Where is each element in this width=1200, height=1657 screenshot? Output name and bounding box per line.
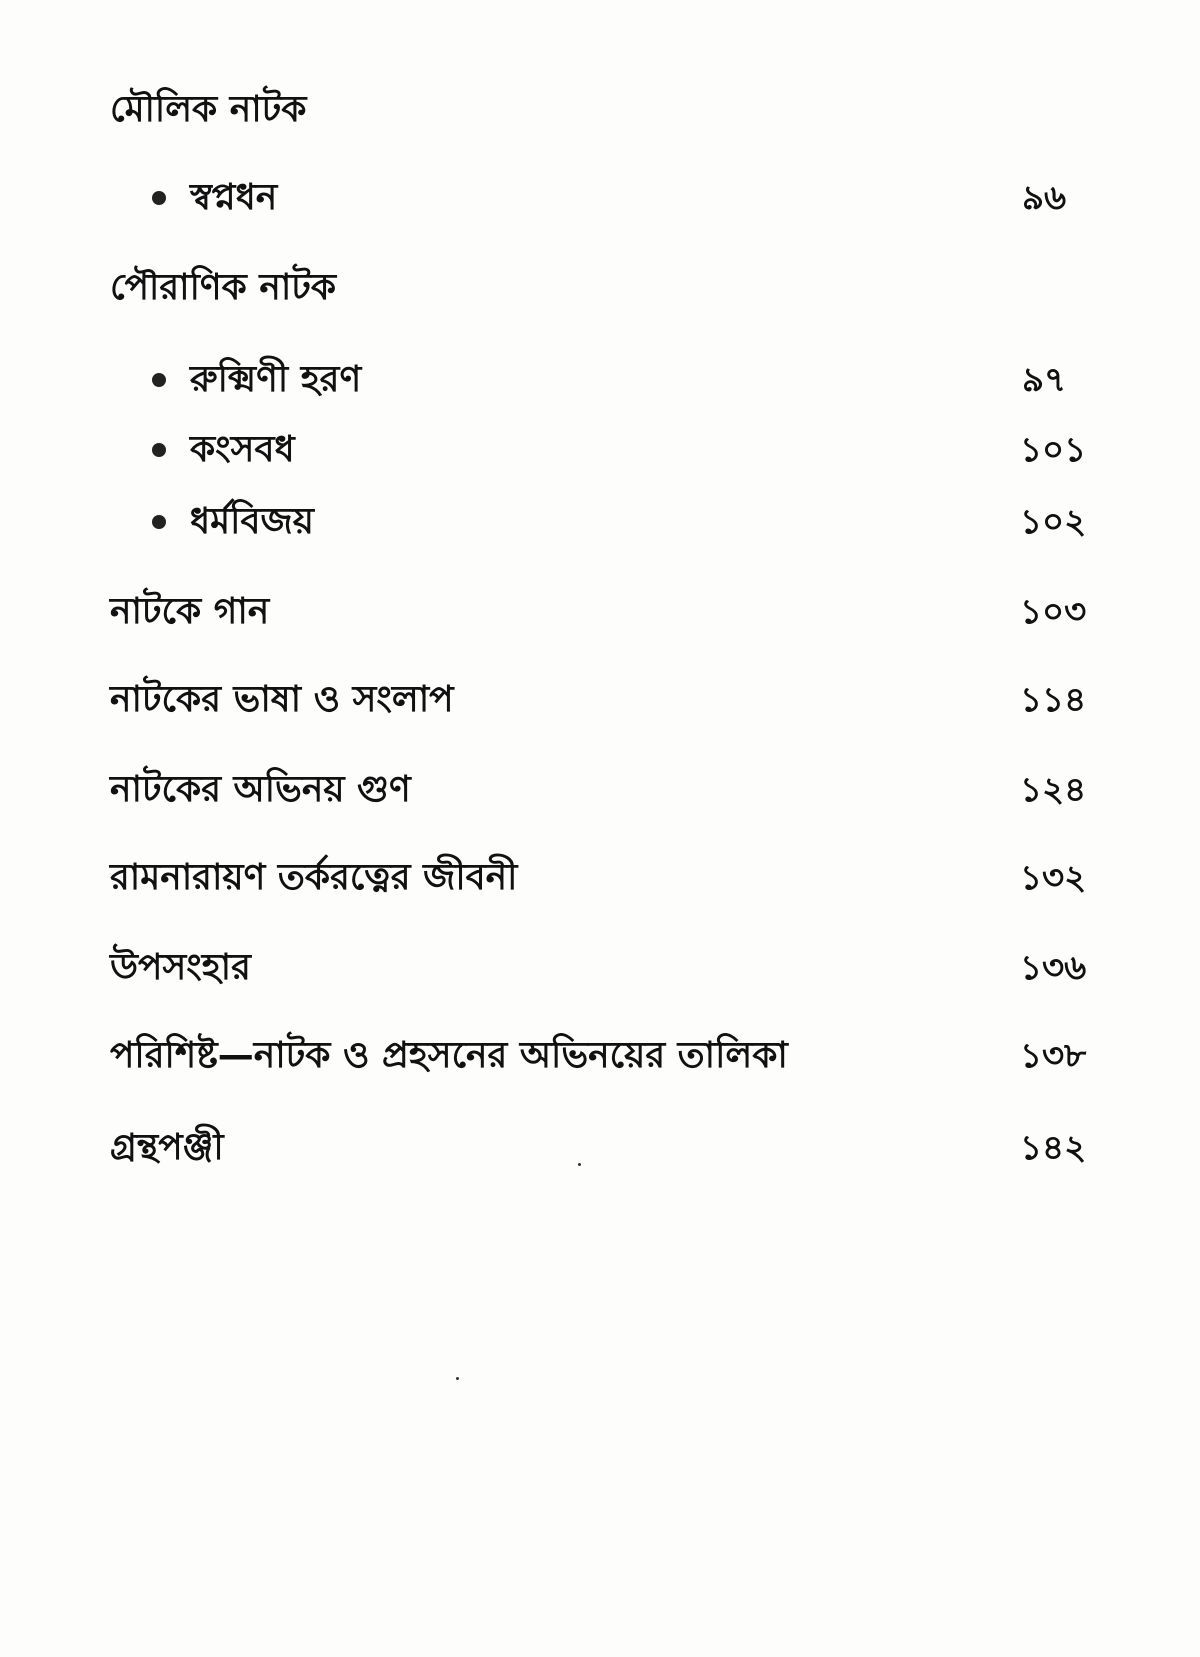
- toc-entry: [0, 1026, 1200, 1086]
- print-speck: [578, 1163, 581, 1166]
- toc-entry: [0, 582, 1200, 642]
- toc-entry: [0, 670, 1200, 730]
- toc-entry-title: স্বপ্নধন: [190, 177, 278, 218]
- toc-entry-page: ১১৪: [1020, 680, 1087, 720]
- toc-entry: [0, 760, 1200, 820]
- toc-entry-page: ১৩৮: [1020, 1036, 1087, 1076]
- toc-entry-title: নাটকে গান: [110, 591, 270, 632]
- toc-entry-title: উপসংহার: [110, 947, 251, 988]
- toc-heading-title: মৌলিক নাটক: [110, 89, 307, 130]
- toc-entry-page: ৯৭: [1022, 360, 1067, 400]
- toc-entry-title: গ্রন্থপঞ্জী: [110, 1127, 224, 1168]
- toc-entry: [0, 848, 1200, 908]
- print-speck: [456, 1377, 459, 1380]
- toc-entry-title: নাটকের অভিনয় গুণ: [110, 769, 411, 810]
- toc-heading-mythological-plays: [0, 258, 1200, 318]
- toc-entry-page: ১২৪: [1020, 770, 1087, 810]
- toc-entry: [0, 1118, 1200, 1178]
- toc-entry-page: ১০২: [1020, 502, 1087, 542]
- bullet-icon: [152, 443, 166, 457]
- toc-entry-page: ১৩২: [1020, 858, 1087, 898]
- toc-entry-title: রুক্মিণী হরণ: [190, 359, 362, 400]
- toc-entry-title: ধর্মবিজয়: [190, 501, 314, 542]
- toc-entry: [0, 938, 1200, 998]
- toc-entry: [0, 350, 1200, 410]
- toc-entry: [0, 492, 1200, 552]
- toc-entry-page: ১০১: [1020, 430, 1087, 470]
- toc-heading-title: পৌরাণিক নাটক: [110, 267, 337, 308]
- toc-entry-title: নাটকের ভাষা ও সংলাপ: [110, 679, 454, 720]
- toc-entry: [0, 168, 1200, 228]
- bullet-icon: [152, 373, 166, 387]
- toc-entry-title: পরিশিষ্ট—নাটক ও প্রহসনের অভিনয়ের তালিকা: [110, 1035, 788, 1076]
- toc-entry: [0, 420, 1200, 480]
- toc-heading-original-plays: [0, 80, 1200, 140]
- toc-entry-title: কংসবধ: [190, 429, 295, 470]
- bullet-icon: [152, 191, 166, 205]
- toc-entry-page: ১০৩: [1020, 592, 1087, 632]
- toc-entry-page: ১৩৬: [1020, 948, 1087, 988]
- bullet-icon: [152, 515, 166, 529]
- toc-entry-title: রামনারায়ণ তর্করত্নের জীবনী: [110, 857, 518, 898]
- toc-entry-page: ১৪২: [1020, 1128, 1087, 1168]
- toc-entry-page: ৯৬: [1022, 178, 1067, 218]
